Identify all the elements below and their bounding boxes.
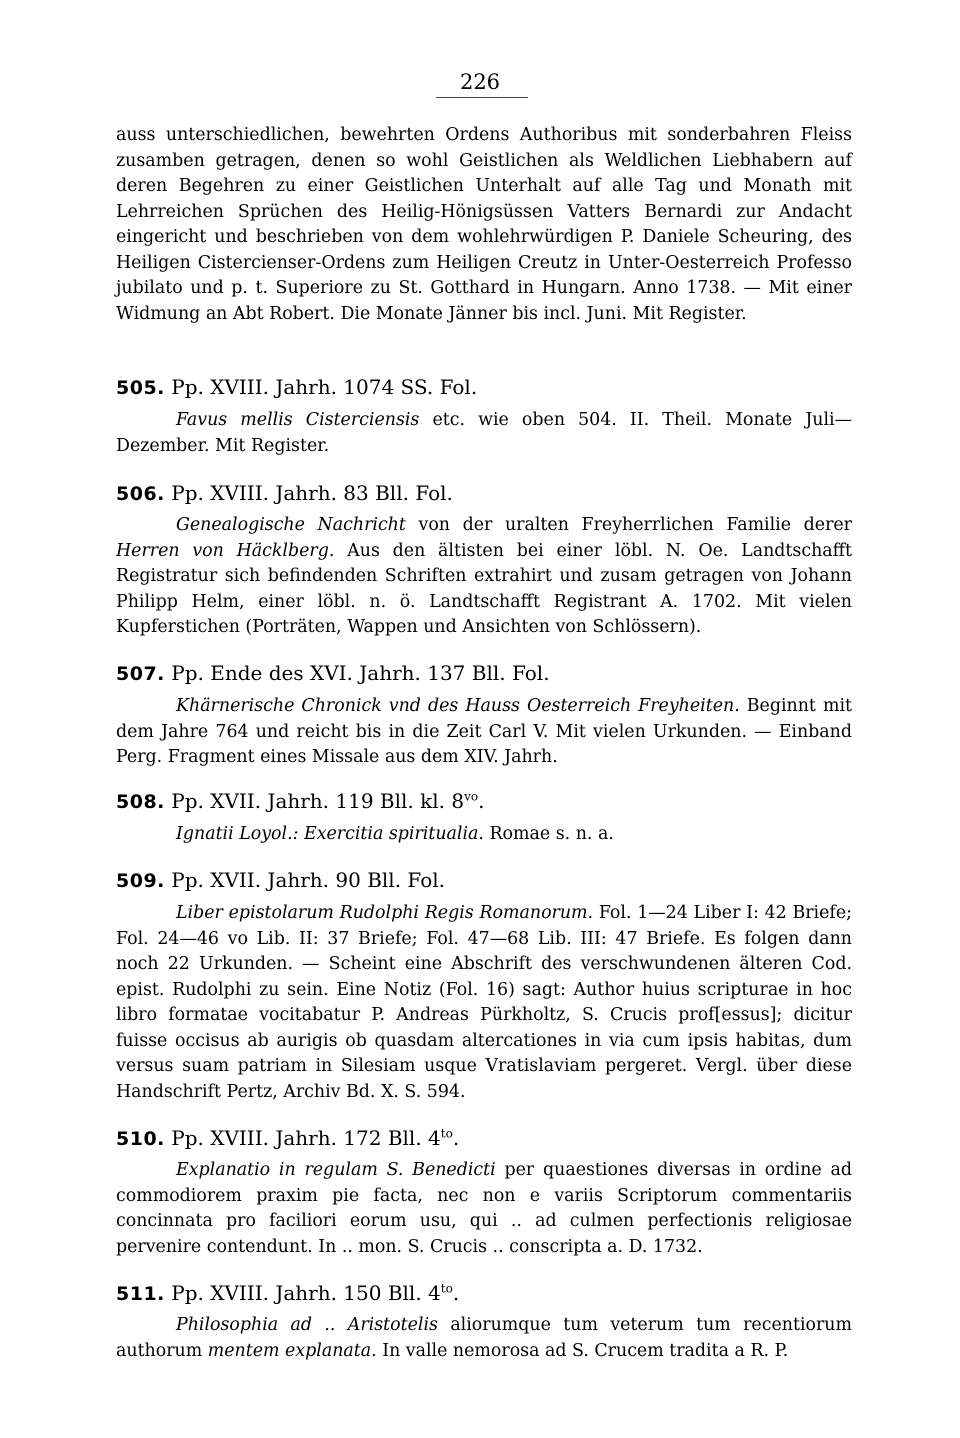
entry-heading-text: Pp. XVIII. Jahrh. 172 Bll. 4 <box>171 1126 441 1150</box>
entry-body-508 <box>116 822 852 848</box>
entry-text-secondary: Aus den ältisten bei einer löbl. N. Oe. Landtschafft Registratur sich befindenden Schriften extrahirt und zusam getragen von Johann Philipp Helm, einer löbl. n. ö. Landtschafft Registrant A. 1702. Mit vielen Kupferstichen (Porträten, Wappen und Ansichten von Schlössern). <box>116 540 852 637</box>
entry-heading-text: Pp. XVIII. Jahrh. 150 Bll. 4 <box>171 1281 441 1305</box>
entry-heading-sup: vo <box>464 789 479 804</box>
entry-heading-506 <box>116 480 852 507</box>
entry-heading-text: Pp. XVIII. Jahrh. 83 Bll. Fol. <box>171 481 453 505</box>
entry-heading-509 <box>116 867 852 894</box>
entry-heading-end: . <box>452 1281 460 1305</box>
entry-body-506 <box>116 513 852 641</box>
entry-heading-text: Pp. XVIII. Jahrh. 1074 SS. Fol. <box>171 375 478 399</box>
entry-title: Explanatio in regulam S. Benedicti <box>176 1160 496 1180</box>
entry-heading-508 <box>116 788 852 815</box>
entry-heading-end: . <box>452 1126 460 1150</box>
entry-number: 509. <box>116 870 165 892</box>
entry-body-509 <box>116 901 852 1105</box>
entry-heading-510 <box>116 1125 852 1152</box>
entry-text: etc. wie oben 504. II. Theil. Monate Juli—Dezember. Mit Register. <box>116 410 852 456</box>
entry-text: aliorumque tum veterum tum recentiorum authorum <box>116 1315 852 1361</box>
entry-heading-511 <box>116 1280 852 1307</box>
entry-title: Liber epistolarum Rudolphi Regis Romanorum. <box>176 903 594 923</box>
entry-text: Romae s. n. a. <box>483 824 614 844</box>
entry-body-507 <box>116 694 852 771</box>
page-number: 226 <box>459 70 501 94</box>
entry-heading-text: Pp. XVII. Jahrh. 119 Bll. kl. 8 <box>171 789 465 813</box>
entry-text-secondary: In valle nemorosa ad S. Crucem tradita a R. P. <box>376 1340 789 1361</box>
entry-heading-sup: to <box>440 1281 453 1296</box>
intro-paragraph <box>116 123 852 327</box>
entry-number: 505. <box>116 377 165 399</box>
entry-title-secondary: mentem explanata. <box>207 1340 377 1361</box>
entry-text: Fol. 1—24 Liber I: 42 Briefe; Fol. 24—46 vo Lib. II: 37 Briefe; Fol. 47—68 Lib. III: 47 Briefe. Es folgen dann noch 22 Urkunden. — Scheint eine Abschrift des verschwundenen älteren Cod. epist. Rudolphi zu sein. Eine Notiz (Fol. 16) sagt: Author huius scripturae in hoc libro formatae vocitabatur P. Andreas Pürkholtz, S. Crucis prof[essus]; dicitur fuisse occisus ab aurigis ob quasdam altercationes in via cum ipsis habitas, dum versus suam patriam in Silesiam usque Vratislaviam pergeret. Vergl. über diese Handschrift Pertz, Archiv Bd. X. S. 594. <box>116 903 852 1102</box>
entry-text: Beginnt mit dem Jahre 764 und reicht bis in die Zeit Carl V. Mit vielen Urkunden. — Einband Perg. Fragment eines Missale aus dem XIV. Jahrh. <box>116 696 852 767</box>
entry-heading-507 <box>116 660 852 687</box>
entry-body-511 <box>116 1313 852 1364</box>
entry-number: 510. <box>116 1128 165 1150</box>
entry-heading-text: Pp. Ende des XVI. Jahrh. 137 Bll. Fol. <box>171 661 550 685</box>
entry-title: Favus mellis Cisterciensis <box>176 410 420 430</box>
entry-title: Khärnerische Chronick vnd des Hauss Oesterreich Freyheiten. <box>176 696 740 716</box>
entry-heading-end: . <box>478 789 485 813</box>
entry-heading-sup: to <box>440 1126 453 1141</box>
entry-title: Ignatii Loyol.: Exercitia spiritualia. <box>176 824 484 844</box>
intro-text: auss unterschiedlichen, bewehrten Ordens Authoribus mit sonderbahren Fleiss zusamben getragen, denen so wohl Geistlichen als Weldlichen Liebhabern auf deren Begehren zu einer Geistlichen Unterhalt auf alle Tag und Monath mit Lehrreichen Sprüchen des Heilig-Hönigsüssen Vatters Bernardi zur Andacht eingericht und beschrieben von dem wohlehrwürdigen P. Daniele Scheuring, des Heiligen Cistercienser-Ordens zum Heiligen Creutz in Unter-Oesterreich Professo jubilato und p. t. Superiore zu St. Gotthard in Hungarn. Anno 1738. — Mit einer Widmung an Abt Robert. Die Monate Jänner bis incl. Juni. Mit Register. <box>116 125 852 324</box>
entry-number: 506. <box>116 483 165 505</box>
entry-number: 511. <box>116 1283 165 1305</box>
entry-title-secondary: Herren von Häcklberg. <box>116 540 335 561</box>
entry-number: 507. <box>116 663 165 685</box>
entry-heading-505 <box>116 374 852 401</box>
entry-title: Genealogische Nachricht <box>176 515 406 535</box>
entry-body-505 <box>116 408 852 459</box>
entry-text: von der uralten Freyherrlichen Familie derer <box>405 515 852 535</box>
entry-number: 508. <box>116 791 165 813</box>
entry-title: Philosophia ad .. Aristotelis <box>176 1315 438 1335</box>
entry-body-510 <box>116 1158 852 1260</box>
entry-text: per quaestiones diversas in ordine ad commodiorem praxim pie facta, nec non e variis Scriptorum commentariis concinnata pro faciliori eorum usu, qui .. ad culmen perfectionis religiosae pervenire contendunt. In .. mon. S. Crucis .. conscripta a. D. 1732. <box>116 1160 852 1257</box>
entry-heading-text: Pp. XVII. Jahrh. 90 Bll. Fol. <box>171 868 445 892</box>
page-number-rule <box>436 97 528 98</box>
